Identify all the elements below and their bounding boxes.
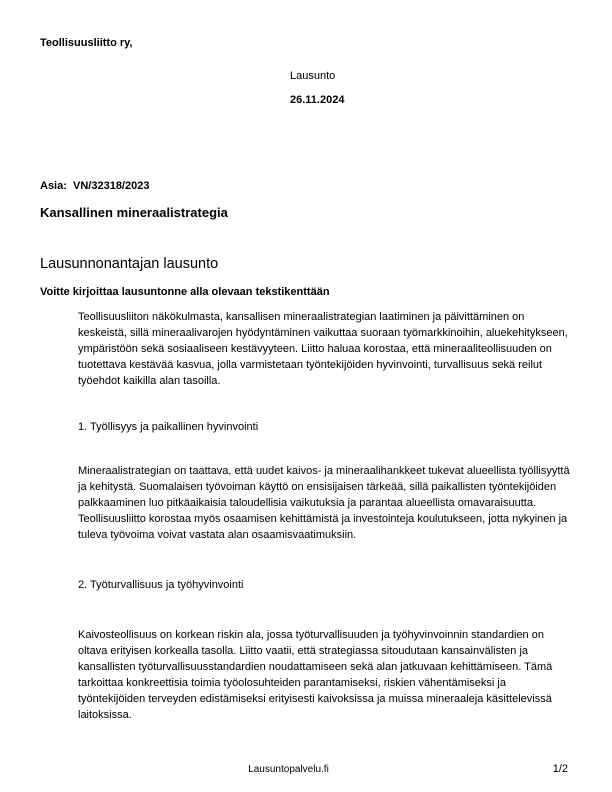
section-heading: Lausunnonantajan lausunto	[40, 256, 219, 272]
statement-paragraph-2: Mineraalistrategian on taattava, että uudet kaivos- ja mineraalihankkeet tukevat alueellista työllisyyttä ja kehitystä. Suomalaisen työvoiman käyttö on ensisijaisen tärkeää, sillä paikallisten työntekijöiden palkkaaminen luo pitkäaikaisia taloudellisia vaikutuksia ja parantaa alueellista omavaraisuutta. Teollisuusliitto korostaa myös osaamisen kehittämistä ja investointeja koulutukseen, jotta nykyinen ja tuleva työvoima voivat vastata alan osaamisvaatimuksiin.	[78, 465, 570, 541]
instruction-text: Voitte kirjoittaa lausuntonne alla olevaan tekstikenttään	[40, 286, 330, 298]
footer-site-name: Lausuntopalvelu.fi	[248, 764, 329, 775]
document-title: Kansallinen mineraalistrategia	[40, 205, 228, 220]
document-type-label: Lausunto	[290, 70, 336, 82]
sender-name: Teollisuusliitto ry,	[40, 37, 133, 49]
document-date: 26.11.2024	[290, 94, 345, 106]
numbered-subheading-2: 2. Työturvallisuus ja työhyvinvointi	[78, 579, 244, 591]
statement-paragraph-3: Kaivosteollisuus on korkean riskin ala, jossa työturvallisuuden ja työhyvinvoinnin standardien on oltava erityisen korkealla tasolla. Liitto vaatii, että strategiassa sitoudutaan kansainvälisten ja kansallisten työturvallisuusstandardien noudattamiseen sekä alan jatkuvaan kehittämiseen. Tämä tarkoittaa konkreettisia toimia työolosuhteiden parantamiseksi, riskien vähentämiseksi ja työntekijöiden terveyden edistämiseksi erityisesti kaivoksissa ja muissa mineraaleja käsittelevissä laitoksissa.	[78, 629, 553, 721]
case-reference: Asia: VN/32318/2023	[40, 180, 150, 192]
numbered-subheading-1: 1. Työllisyys ja paikallinen hyvinvointi	[78, 421, 259, 433]
footer-page-number: 1/2	[552, 763, 568, 775]
statement-paragraph-1: Teollisuusliiton näkökulmasta, kansallisen mineraalistrategian laatiminen ja päivittäminen on keskeistä, sillä mineraalivarojen hyödyntäminen vaikuttaa suoraan työmarkkinoihin, aluekehitykseen, ympäristöön sekä sosiaaliseen kestävyyteen. Liitto haluaa korostaa, että mineraaliteollisuuden on tuotettava kestävää kasvua, jolla varmistetaan työntekijöiden hyvinvointi, turvallisuus sekä reilut työehdot kaikilla alan tasoilla.	[78, 311, 568, 387]
